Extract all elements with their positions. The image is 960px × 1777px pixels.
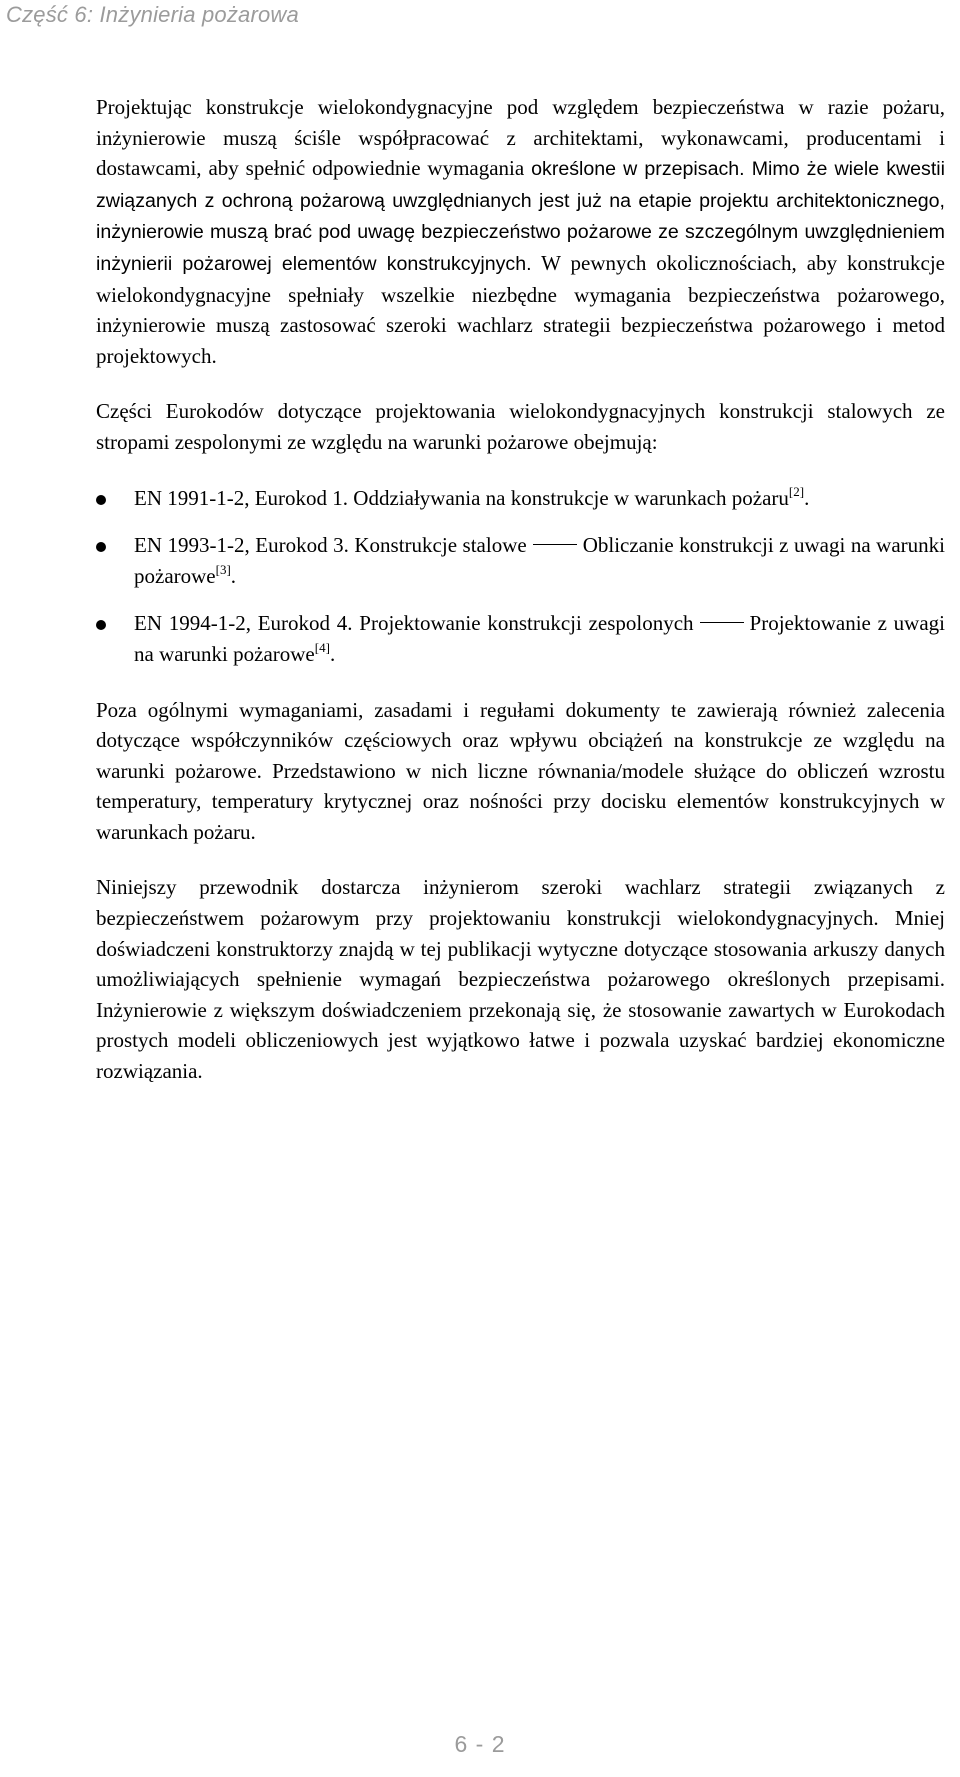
guide-paragraph: Niniejszy przewodnik dostarcza inżynierom szeroki wachlarz strategii związanych z bezpieczeństwem pożarowym przy projektowaniu konstrukcji wielokondygnacyjnych. Mniej doświadczeni konstruktorzy znajdą w tej publikacji wytyczne dotyczące stosowania arkuszy danych umożliwiających spełnienie wymagań bezpieczeństwa pożarowego określonych przepisami. Inżynierowie z większym doświadczeniem przekonają się, że stosowanie zawartych w Eurokodach prostych modeli obliczeniowych jest wyjątkowo łatwe i pozwala uzyskać bardziej ekonomiczne rozwiązania.	[96, 875, 945, 1084]
reference-3: [3]	[215, 561, 231, 577]
eurocode-3-text-b: Obliczanie konstrukcji z uwagi na warunki pożarowe	[134, 533, 945, 588]
eurocode-4-text-a: EN 1994-1-2, Eurokod 4. Projektowanie konstrukcji zespolonych	[134, 611, 694, 636]
intro-paragraph-part-3: W pewnych okolicznościach, aby konstrukcje wielokondygnacyjne spełniały wszelkie niezbędne wymagania bezpieczeństwa pożarowego, inżynierowie muszą zastosować szeroki wachlarz strategii bezpieczeństwa pożarowego i metod projektowych.	[96, 250, 945, 368]
em-dash-line	[533, 544, 577, 546]
em-dash-line	[700, 622, 744, 624]
eurocodes-intro-paragraph: Części Eurokodów dotyczące projektowania wielokondygnacyjnych konstrukcji stalowych ze stropami zespolonymi ze względu na warunki pożarowe obejmują:	[96, 399, 945, 454]
intro-paragraph-part-1: Projektując konstrukcje wielokondygnacyjne pod względem bezpieczeństwa w razie pożaru, inżynierowie muszą ściśle współpracować z architektami, wykonawcami, producentami i dostawcami, aby spełnić odpowiednie wymagania	[96, 95, 945, 181]
eurocode-1-text: EN 1991-1-2, Eurokod 1. Oddziaływania na konstrukcje w warunkach pożaru	[134, 485, 789, 510]
bullet-icon	[96, 495, 106, 505]
list-item	[96, 530, 945, 591]
intro-paragraph-part-2: określone w przepisach. Mimo że wiele kwestii związanych z ochroną pożarową uwzględnianych jest już na etapie projektu architektonicznego, inżynierowie muszą brać pod uwagę bezpieczeństwo pożarowe ze szczególnym uwzględnieniem inżynierii pożarowej elementów konstrukcyjnych.	[96, 158, 945, 275]
eurocode-4-text-b: Projektowanie z uwagi na warunki pożarowe	[134, 611, 945, 666]
page-number: 6 - 2	[454, 1731, 506, 1757]
bullet-icon	[96, 620, 106, 630]
requirements-paragraph: Poza ogólnymi wymaganiami, zasadami i regułami dokumenty te zawierają również zalecenia dotyczące współczynników częściowych oraz wpływu obciążeń na konstrukcje ze względu na warunki pożarowe. Przedstawiono w nich liczne równania/modele służące do obliczeń wzrostu temperatury, temperatury krytycznej oraz nośności przy docisku elementów konstrukcyjnych w warunkach pożaru.	[96, 697, 945, 844]
running-header: Część 6: Inżynieria pożarowa	[6, 2, 299, 27]
body-content	[96, 92, 945, 1112]
eurocode-3-text-a: EN 1993-1-2, Eurokod 3. Konstrukcje stalowe	[134, 533, 527, 558]
intro-paragraph	[96, 92, 945, 371]
reference-4: [4]	[314, 639, 330, 655]
bullet-icon	[96, 542, 106, 552]
list-item	[96, 608, 945, 669]
list-item-end: .	[329, 641, 336, 666]
eurocode-list	[96, 483, 945, 670]
reference-2: [2]	[788, 483, 805, 499]
list-item-end: .	[804, 485, 810, 510]
list-item	[96, 483, 945, 514]
list-item-end: .	[230, 563, 237, 588]
